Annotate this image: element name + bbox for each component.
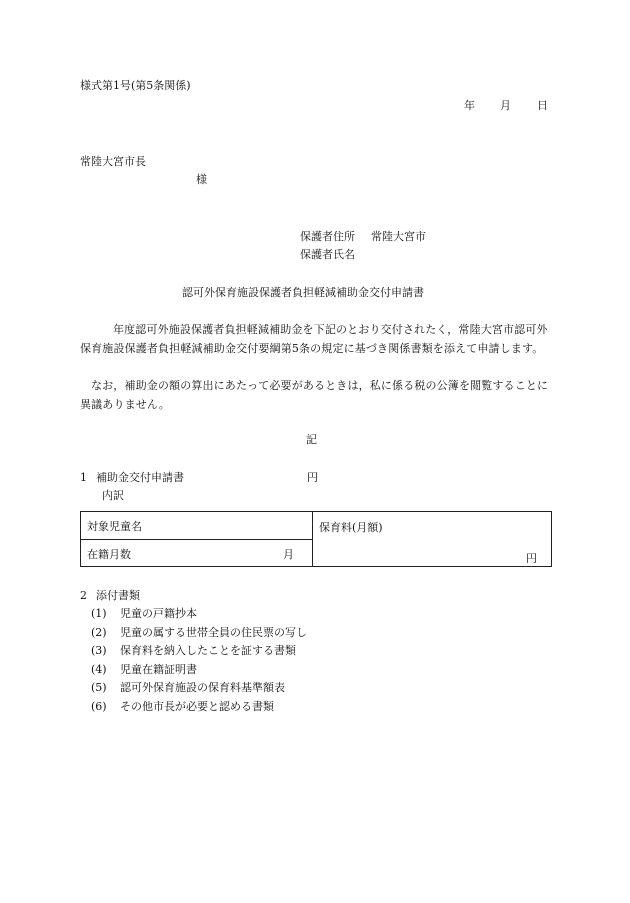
section1-breakdown: 内訳 (102, 489, 124, 502)
breakdown-table (80, 511, 552, 567)
section2-label: 添付書類 (96, 589, 140, 602)
attachment-number: (6) (91, 700, 107, 713)
date-month: 月 (500, 99, 511, 112)
section2-number: 2 (80, 589, 87, 602)
attachment-item (91, 681, 285, 695)
attachment-item (91, 644, 296, 658)
fee-cell (313, 512, 552, 567)
attachment-item (91, 607, 197, 621)
honorific: 様 (196, 173, 207, 186)
months-cell (81, 540, 313, 567)
date-day: 日 (537, 99, 548, 112)
section1-label: 補助金交付申請書 (96, 471, 184, 484)
attachment-item (91, 626, 307, 640)
attachment-item (91, 663, 197, 677)
months-label: 在籍月数 (87, 548, 131, 561)
attachment-item (91, 700, 274, 714)
section1-unit: 円 (307, 471, 318, 484)
attachment-number: (1) (91, 607, 107, 620)
fee-unit: 円 (526, 552, 537, 565)
applicant-name-label: 保護者氏名 (300, 248, 355, 261)
addressee: 常陸大宮市長 (80, 155, 146, 168)
body-paragraph-2: なお，補助金の額の算出にあたって必要があるときは，私に係る税の公簿を閲覧することに異議ありません。 (80, 379, 549, 411)
attachment-text: その他市長が必要と認める書類 (120, 700, 274, 713)
attachment-number: (5) (91, 681, 107, 694)
attachment-number: (2) (91, 626, 107, 639)
applicant-address-value: 常陸大宮市 (371, 230, 426, 243)
section1-number: 1 (80, 471, 87, 484)
attachment-text: 認可外保育施設の保育料基準額表 (120, 681, 285, 694)
applicant-address-label: 保護者住所 (300, 230, 355, 243)
child-name-label: 対象児童名 (87, 519, 142, 533)
ki-heading: 記 (306, 433, 317, 446)
months-unit: 月 (283, 548, 294, 561)
form-number: 様式第1号(第5条関係) (80, 79, 191, 92)
attachment-number: (4) (91, 663, 107, 676)
date-year: 年 (464, 99, 475, 112)
child-name-cell (81, 512, 313, 540)
fee-label: 保育料(月額) (319, 521, 383, 534)
document-title: 認可外保育施設保護者負担軽減補助金交付申請書 (182, 286, 424, 299)
attachment-text: 保育料を納入したことを証する書類 (120, 644, 296, 657)
attachment-text: 児童の戸籍抄本 (120, 607, 197, 620)
attachment-text: 児童の属する世帯全員の住民票の写し (120, 626, 307, 639)
attachment-number: (3) (91, 644, 107, 657)
body-paragraph-1: 年度認可外施設保護者負担軽減補助金を下記のとおり交付されたく，常陸大宮市認可外保育施設保護者負担軽減補助金交付要綱第5条の規定に基づき関係書類を添えて申請します。 (80, 323, 548, 355)
attachment-text: 児童在籍証明書 (120, 663, 197, 676)
